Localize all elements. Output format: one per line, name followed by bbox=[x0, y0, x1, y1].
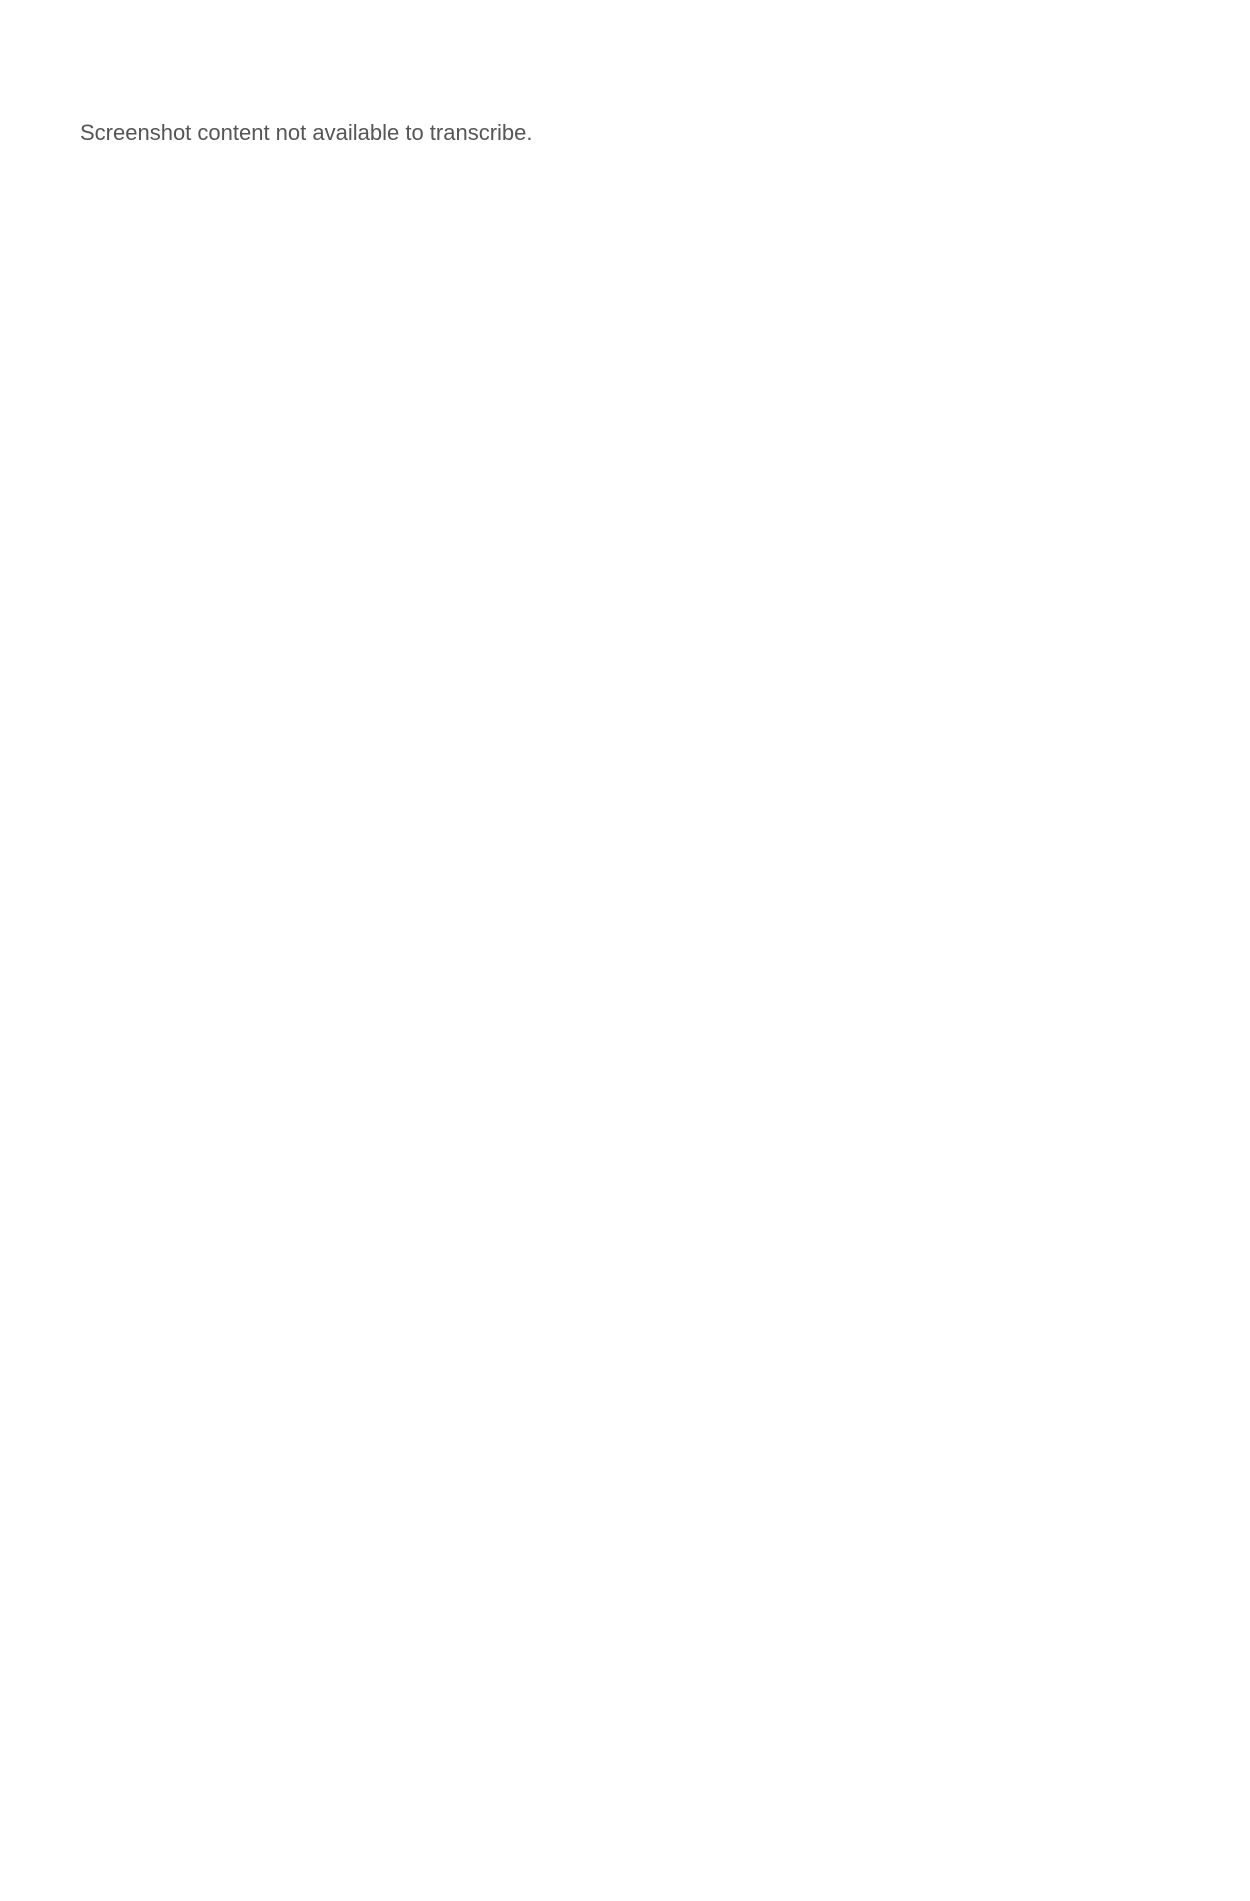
placeholder-notice: Screenshot content not available to transcribe. bbox=[80, 120, 533, 145]
